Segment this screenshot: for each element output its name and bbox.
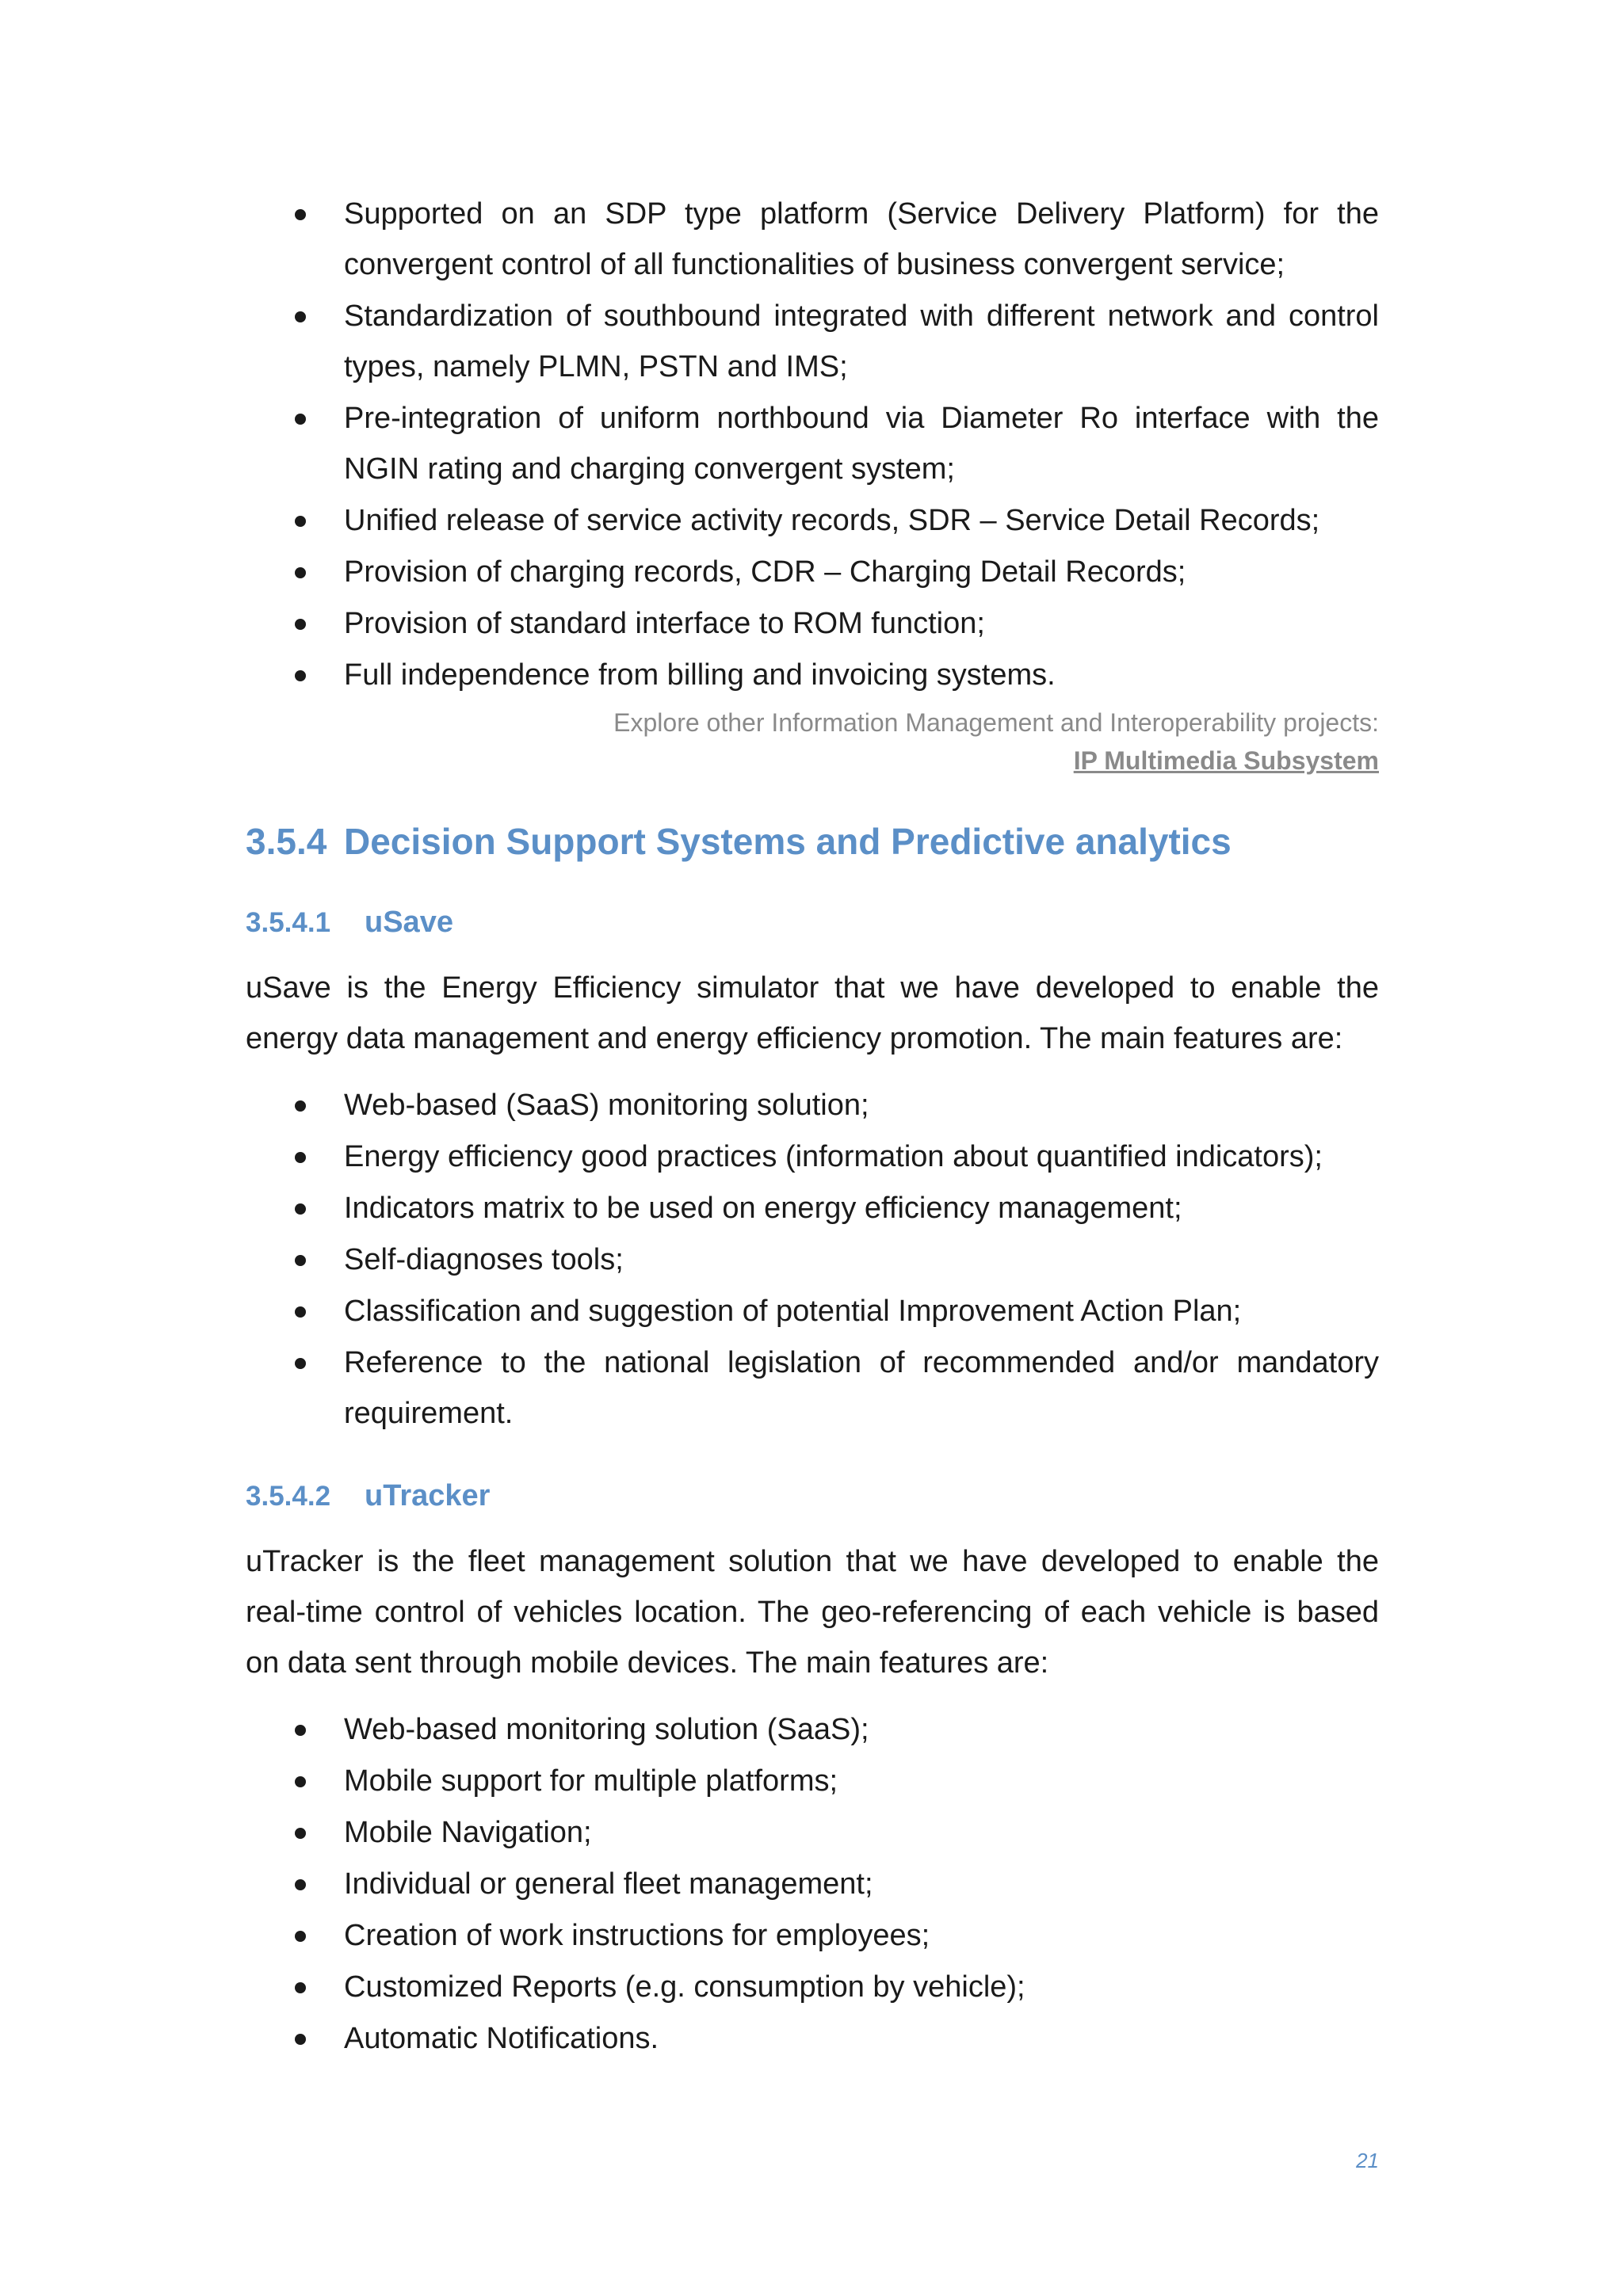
list-item: Reference to the national legislation of recommended and/or mandatory requirement. (246, 1337, 1379, 1439)
usave-heading (246, 900, 1379, 945)
list-item: Provision of standard interface to ROM function; (246, 598, 1379, 649)
utracker-number: 3.5.4.2 (246, 1481, 331, 1512)
page-number: 21 (1356, 2149, 1379, 2172)
ip-multimedia-subsystem-link[interactable]: IP Multimedia Subsystem (1073, 746, 1379, 775)
usave-paragraph: uSave is the Energy Efficiency simulator that we have developed to enable the energy data management and energy efficiency promotion. The main features are: (246, 971, 1379, 1055)
utracker-paragraph: uTracker is the fleet management solution that we have developed to enable the real-time control of vehicles location. The geo-referencing of each vehicle is based on data sent through mobile devices. The main features are: (246, 1545, 1379, 1680)
list-item: Mobile Navigation; (246, 1807, 1379, 1858)
intro-bullet-list (246, 189, 1379, 700)
list-item: Creation of work instructions for employees; (246, 1910, 1379, 1961)
list-item: Web-based monitoring solution (SaaS); (246, 1704, 1379, 1755)
list-item: Pre-integration of uniform northbound via Diameter Ro interface with the NGIN rating and charging convergent system; (246, 393, 1379, 494)
utracker-title: uTracker (365, 1479, 491, 1512)
list-item: Provision of charging records, CDR – Charging Detail Records; (246, 547, 1379, 597)
usave-title: uSave (365, 906, 453, 939)
list-item: Self-diagnoses tools; (246, 1234, 1379, 1285)
list-item: Individual or general fleet management; (246, 1859, 1379, 1909)
list-item: Customized Reports (e.g. consumption by vehicle); (246, 1962, 1379, 2012)
list-item: Energy efficiency good practices (information about quantified indicators); (246, 1131, 1379, 1182)
section-heading (246, 818, 1379, 865)
section-title: Decision Support Systems and Predictive analytics (344, 821, 1232, 862)
explore-projects-text: Explore other Information Management and Interoperability projects: (613, 708, 1379, 737)
usave-number: 3.5.4.1 (246, 907, 331, 938)
list-item: Automatic Notifications. (246, 2013, 1379, 2064)
list-item: Web-based (SaaS) monitoring solution; (246, 1080, 1379, 1131)
list-item: Mobile support for multiple platforms; (246, 1756, 1379, 1806)
utracker-heading (246, 1474, 1379, 1519)
usave-bullet-list (246, 1080, 1379, 1439)
list-item: Supported on an SDP type platform (Service Delivery Platform) for the convergent control of all functionalities of business convergent service; (246, 189, 1379, 290)
list-item: Standardization of southbound integrated with different network and control types, namely PLMN, PSTN and IMS; (246, 291, 1379, 392)
list-item: Classification and suggestion of potential Improvement Action Plan; (246, 1286, 1379, 1337)
list-item: Unified release of service activity records, SDR – Service Detail Records; (246, 495, 1379, 546)
section-number: 3.5.4 (246, 821, 327, 862)
page-content (246, 189, 1379, 2065)
utracker-bullet-list (246, 1704, 1379, 2064)
list-item: Indicators matrix to be used on energy efficiency management; (246, 1183, 1379, 1234)
list-item: Full independence from billing and invoicing systems. (246, 650, 1379, 700)
